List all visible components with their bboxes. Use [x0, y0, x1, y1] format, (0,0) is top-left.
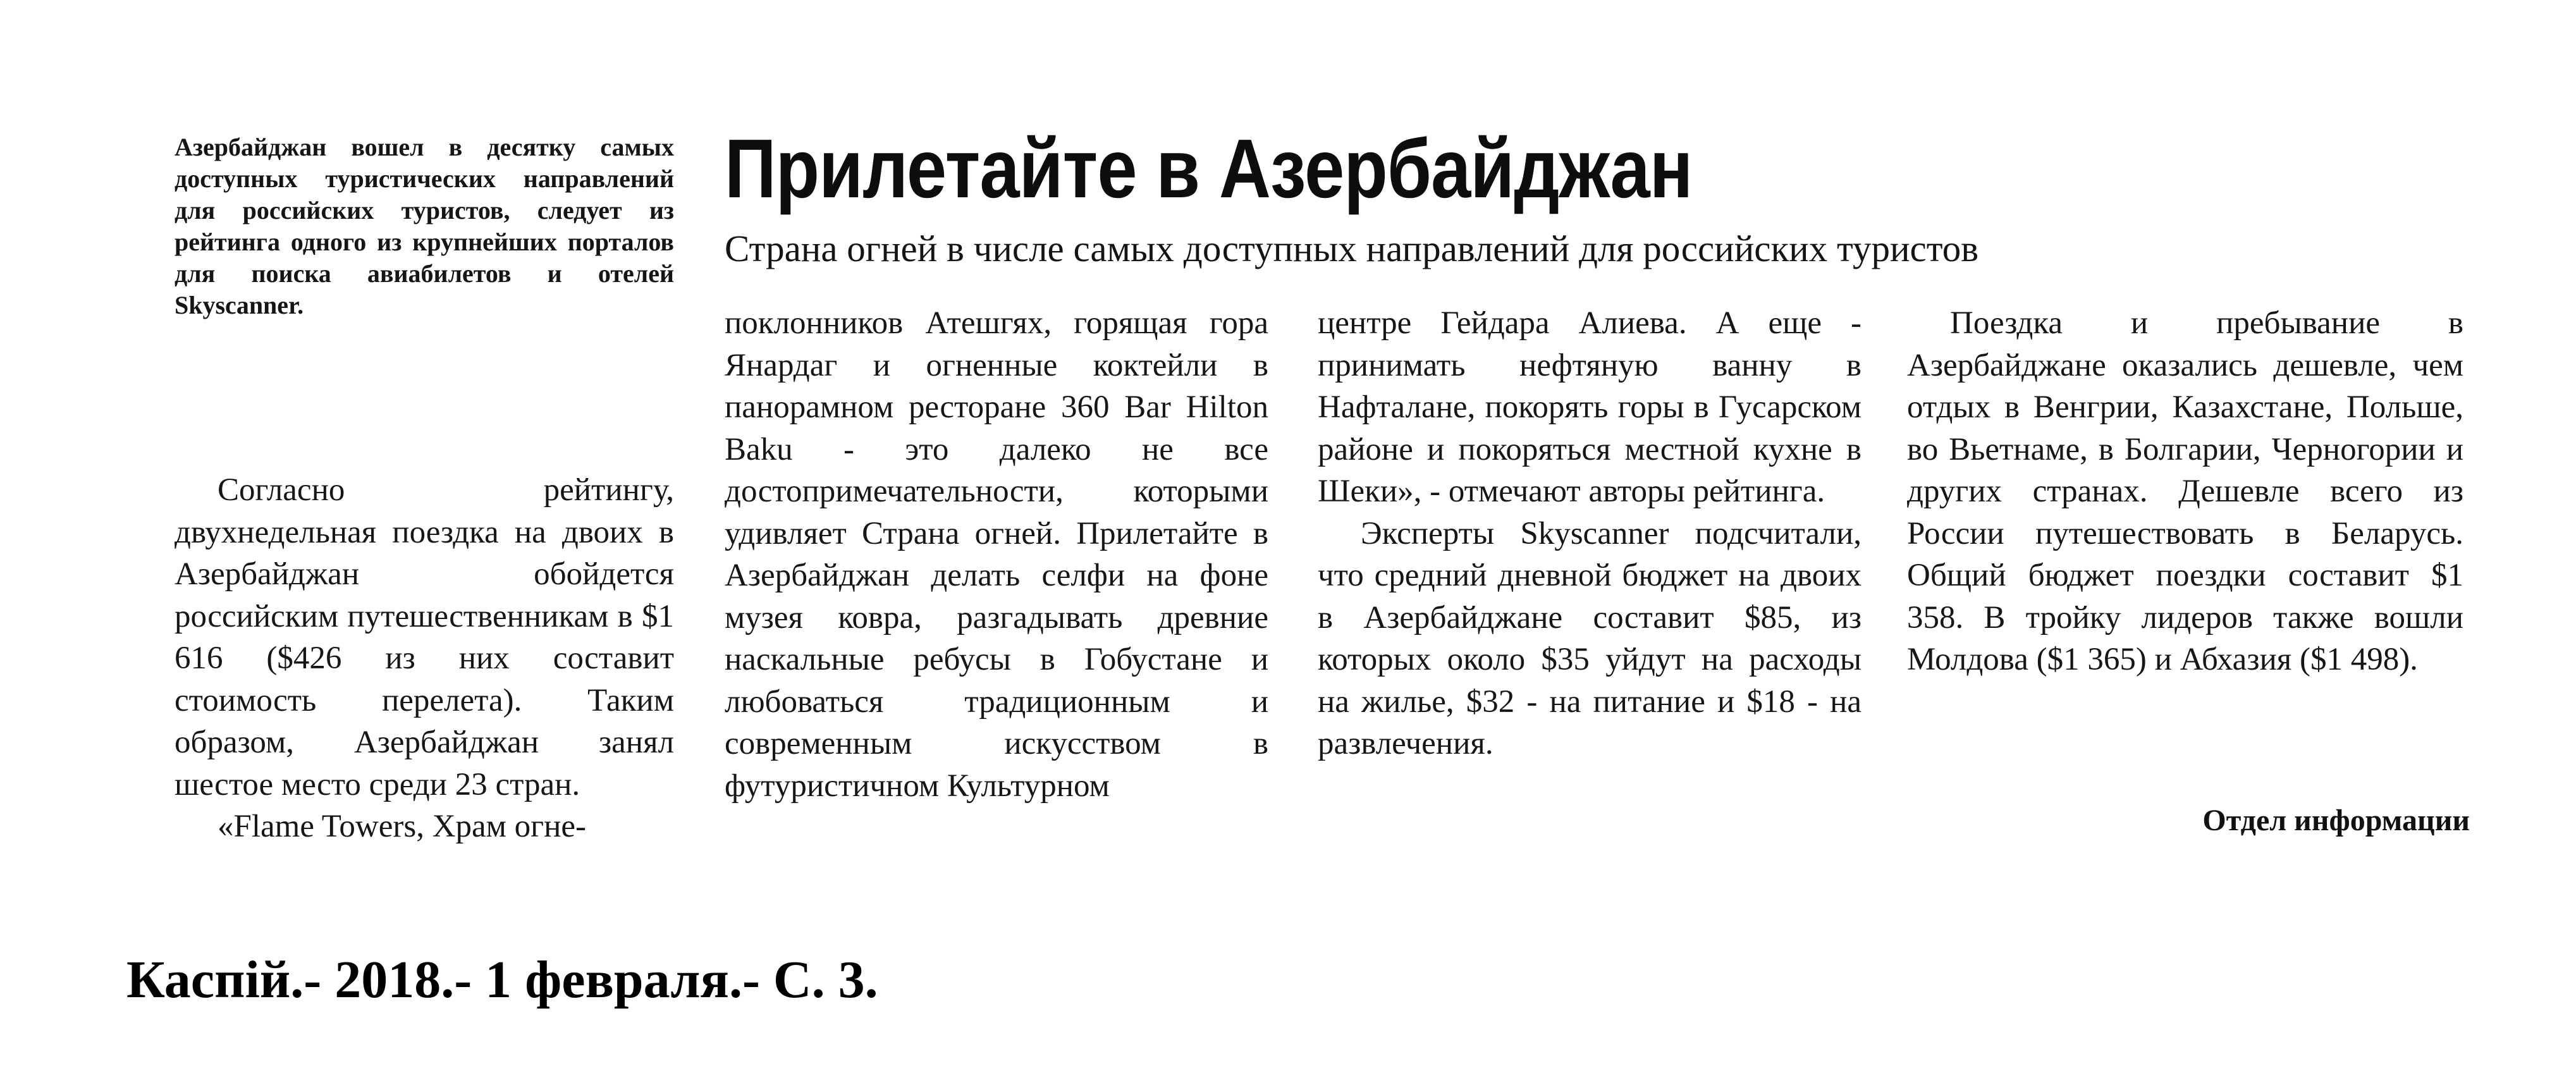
article-subheadline: Страна огней в числе самых доступных направлений для российских туристов: [725, 228, 1979, 269]
column-3-paragraph-2: Эксперты Skyscanner подсчитали, что средний дневной бюджет на двоих в Азербайджане составит $85, из которых около $35 уйдут на расходы на жилье, $32 - на питание и $18 - на развлечения.: [1318, 515, 1861, 761]
article-lead: Азербайджан вошел в десятку самых доступных туристических направлений для российских туристов, следует из рейтинга одного из крупнейших порталов для поиска авиабилетов и отелей Skyscanner.: [175, 133, 674, 319]
column-1-paragraph-2: «Flame Towers, Храм огне-: [218, 809, 587, 844]
article-column-4: [1907, 302, 2463, 681]
article-signature: Отдел информации: [2202, 804, 2470, 837]
column-2-paragraph-1: поклонников Атешгях, горящая гора Янардаг и огненные коктейли в панорамном ресторане 360 Bar Hilton Baku - это далеко не все достопримечательности, которыми удивляет Страна огней. Прилетайте в Азербайджан делать селфи на фоне музея ковра, разгадывать древние наскальные ребусы в Гобустане и любоваться традиционным и современным искусством в футуристичном Культурном: [725, 305, 1268, 804]
column-1-paragraph-1: Согласно рейтингу, двухнедельная поездка на двоих в Азербайджан обойдется российским путешественникам в $1 616 ($426 из них составит стоимость перелета). Таким образом, Азербайджан занял шестое место среди 23 стран.: [175, 472, 674, 802]
column-3-paragraph-1: центре Гейдара Алиева. А еще - принимать нефтяную ванну в Нафталане, покорять горы в Гусарском районе и покоряться местной кухне в Шеки», - отмечают авторы рейтинга.: [1318, 305, 1861, 509]
article-column-3: [1318, 302, 1861, 765]
column-4-paragraph-1: Поездка и пребывание в Азербайджане оказались дешевле, чем отдых в Венгрии, Казахстане, Польше, во Вьетнаме, в Болгарии, Черногории и других странах. Дешевле всего из России путешествовать в Беларусь. Общий бюджет поездки составит $1 358. В тройку лидеров также вошли Молдова ($1 365) и Абхазия ($1 498).: [1907, 305, 2463, 677]
article-column-1: [175, 469, 674, 848]
source-citation: Каспiй.- 2018.- 1 февраля.- С. 3.: [126, 950, 878, 1009]
article-headline: Прилетайте в Азербайджан: [725, 122, 1693, 215]
article-column-2: [725, 302, 1268, 807]
